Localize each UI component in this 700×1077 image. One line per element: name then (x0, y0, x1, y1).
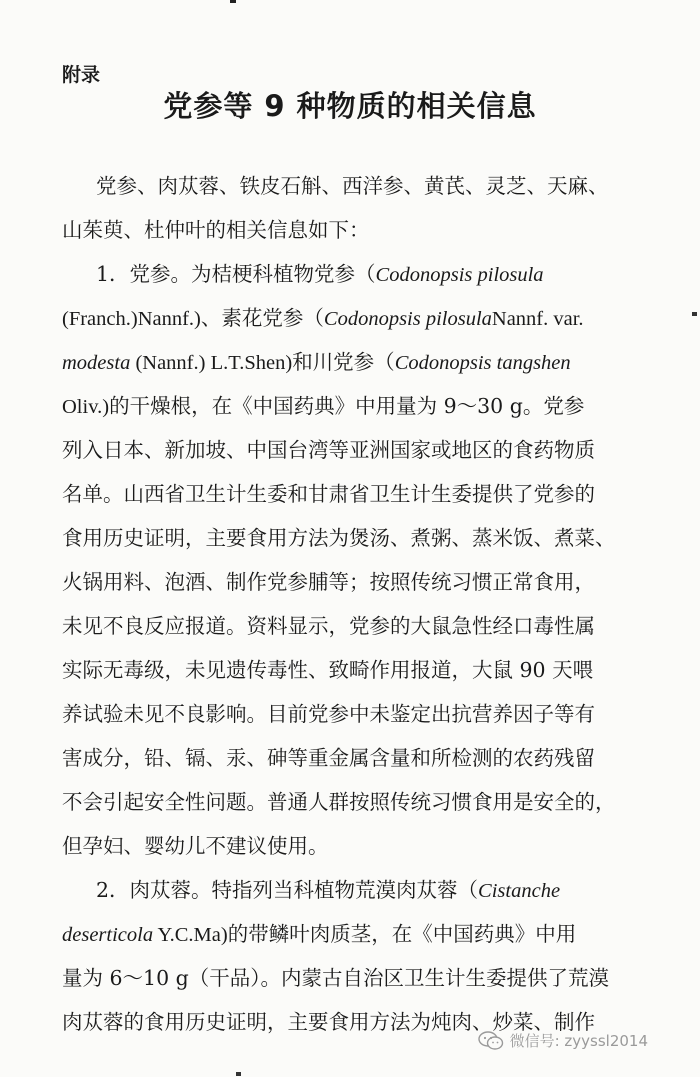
text-segment: 的干燥根，在《中国药典》中用量为 9～30 g。党参 (109, 394, 585, 418)
text-segment: 养试验未见不良影响。目前党参中未鉴定出抗营养因子等有 (62, 702, 595, 726)
text-line (62, 658, 593, 682)
text-line (62, 570, 595, 594)
watermark (478, 1030, 648, 1051)
text-segment: 2．肉苁蓉。特指列当科植物荒漠肉苁蓉（ (96, 878, 479, 902)
text-segment: 火锅用料、泡酒、制作党参脯等；按照传统习惯正常食用， (62, 570, 595, 594)
text-line (62, 394, 584, 419)
text-segment: Nannf. var. (491, 308, 584, 330)
text-segment: 、素花党参（ (200, 306, 324, 330)
text-line (62, 834, 329, 858)
text-line (96, 878, 560, 903)
text-segment: Oliv.) (62, 396, 110, 418)
text-segment: 1．党参。为桔梗科植物党参（ (96, 262, 376, 286)
text-segment: 实际无毒级，未见遗传毒性、致畸作用报道，大鼠 90 天喂 (62, 658, 594, 682)
italic-latin-name: Codonopsis pilosula (323, 308, 492, 330)
text-line (62, 218, 370, 242)
wechat-icon (478, 1031, 504, 1051)
text-segment: 列入日本、新加坡、中国台湾等亚洲国家或地区的食药物质 (62, 438, 595, 462)
text-segment: 但孕妇、婴幼儿不建议使用。 (62, 834, 329, 858)
text-segment: 名单。山西省卫生计生委和甘肃省卫生计生委提供了党参的 (62, 482, 595, 506)
text-segment: (Nannf.) L.T.Shen) (130, 352, 293, 374)
text-line (62, 306, 584, 331)
text-line (62, 438, 595, 462)
text-line (62, 702, 595, 726)
text-line (96, 174, 609, 198)
watermark-text: 微信号: zyyssl2014 (509, 1032, 648, 1050)
text-segment: 和川党参（ (292, 350, 395, 374)
text-line (62, 922, 576, 947)
text-segment: 党参、肉苁蓉、铁皮石斛、西洋参、黄芪、灵芝、天麻、 (96, 174, 609, 198)
text-segment: 的带鳞叶肉质茎，在《中国药典》中用 (227, 922, 577, 946)
text-line (62, 966, 609, 990)
text-segment: Y.C.Ma) (153, 924, 228, 946)
text-line (62, 526, 616, 550)
text-segment: 食用历史证明，主要食用方法为煲汤、煮粥、蒸米饭、煮菜、 (62, 526, 616, 550)
text-segment: 未见不良反应报道。资料显示，党参的大鼠急性经口毒性属 (62, 614, 595, 638)
italic-latin-name: modesta (62, 352, 131, 374)
italic-latin-name: Codonopsis pilosula (375, 264, 544, 286)
text-segment: 害成分，铅、镉、汞、砷等重金属含量和所检测的农药残留 (62, 746, 595, 770)
text-segment: 山茱萸、杜仲叶的相关信息如下： (62, 218, 370, 242)
text-segment: 不会引起安全性问题。普通人群按照传统习惯食用是安全的， (62, 790, 616, 814)
appendix-label: 附录 (62, 64, 101, 86)
text-segment: (Franch.)Nannf.) (62, 308, 201, 330)
text-segment: 量为 6～10 g（干品）。内蒙古自治区卫生计生委提供了荒漠 (62, 966, 610, 990)
italic-latin-name: deserticola (62, 924, 154, 946)
text-line (62, 482, 595, 506)
text-line (62, 790, 616, 814)
text-line (62, 614, 595, 638)
italic-latin-name: Codonopsis tangshen (394, 352, 571, 374)
text-line (96, 262, 544, 287)
text-segment: 肉苁蓉的食用历史证明，主要食用方法为炖肉、炒菜、制作 (62, 1010, 595, 1034)
italic-latin-name: Cistanche (478, 880, 561, 902)
text-line (62, 350, 571, 375)
document-title: 党参等 9 种物质的相关信息 (163, 89, 537, 123)
text-line (62, 746, 595, 770)
